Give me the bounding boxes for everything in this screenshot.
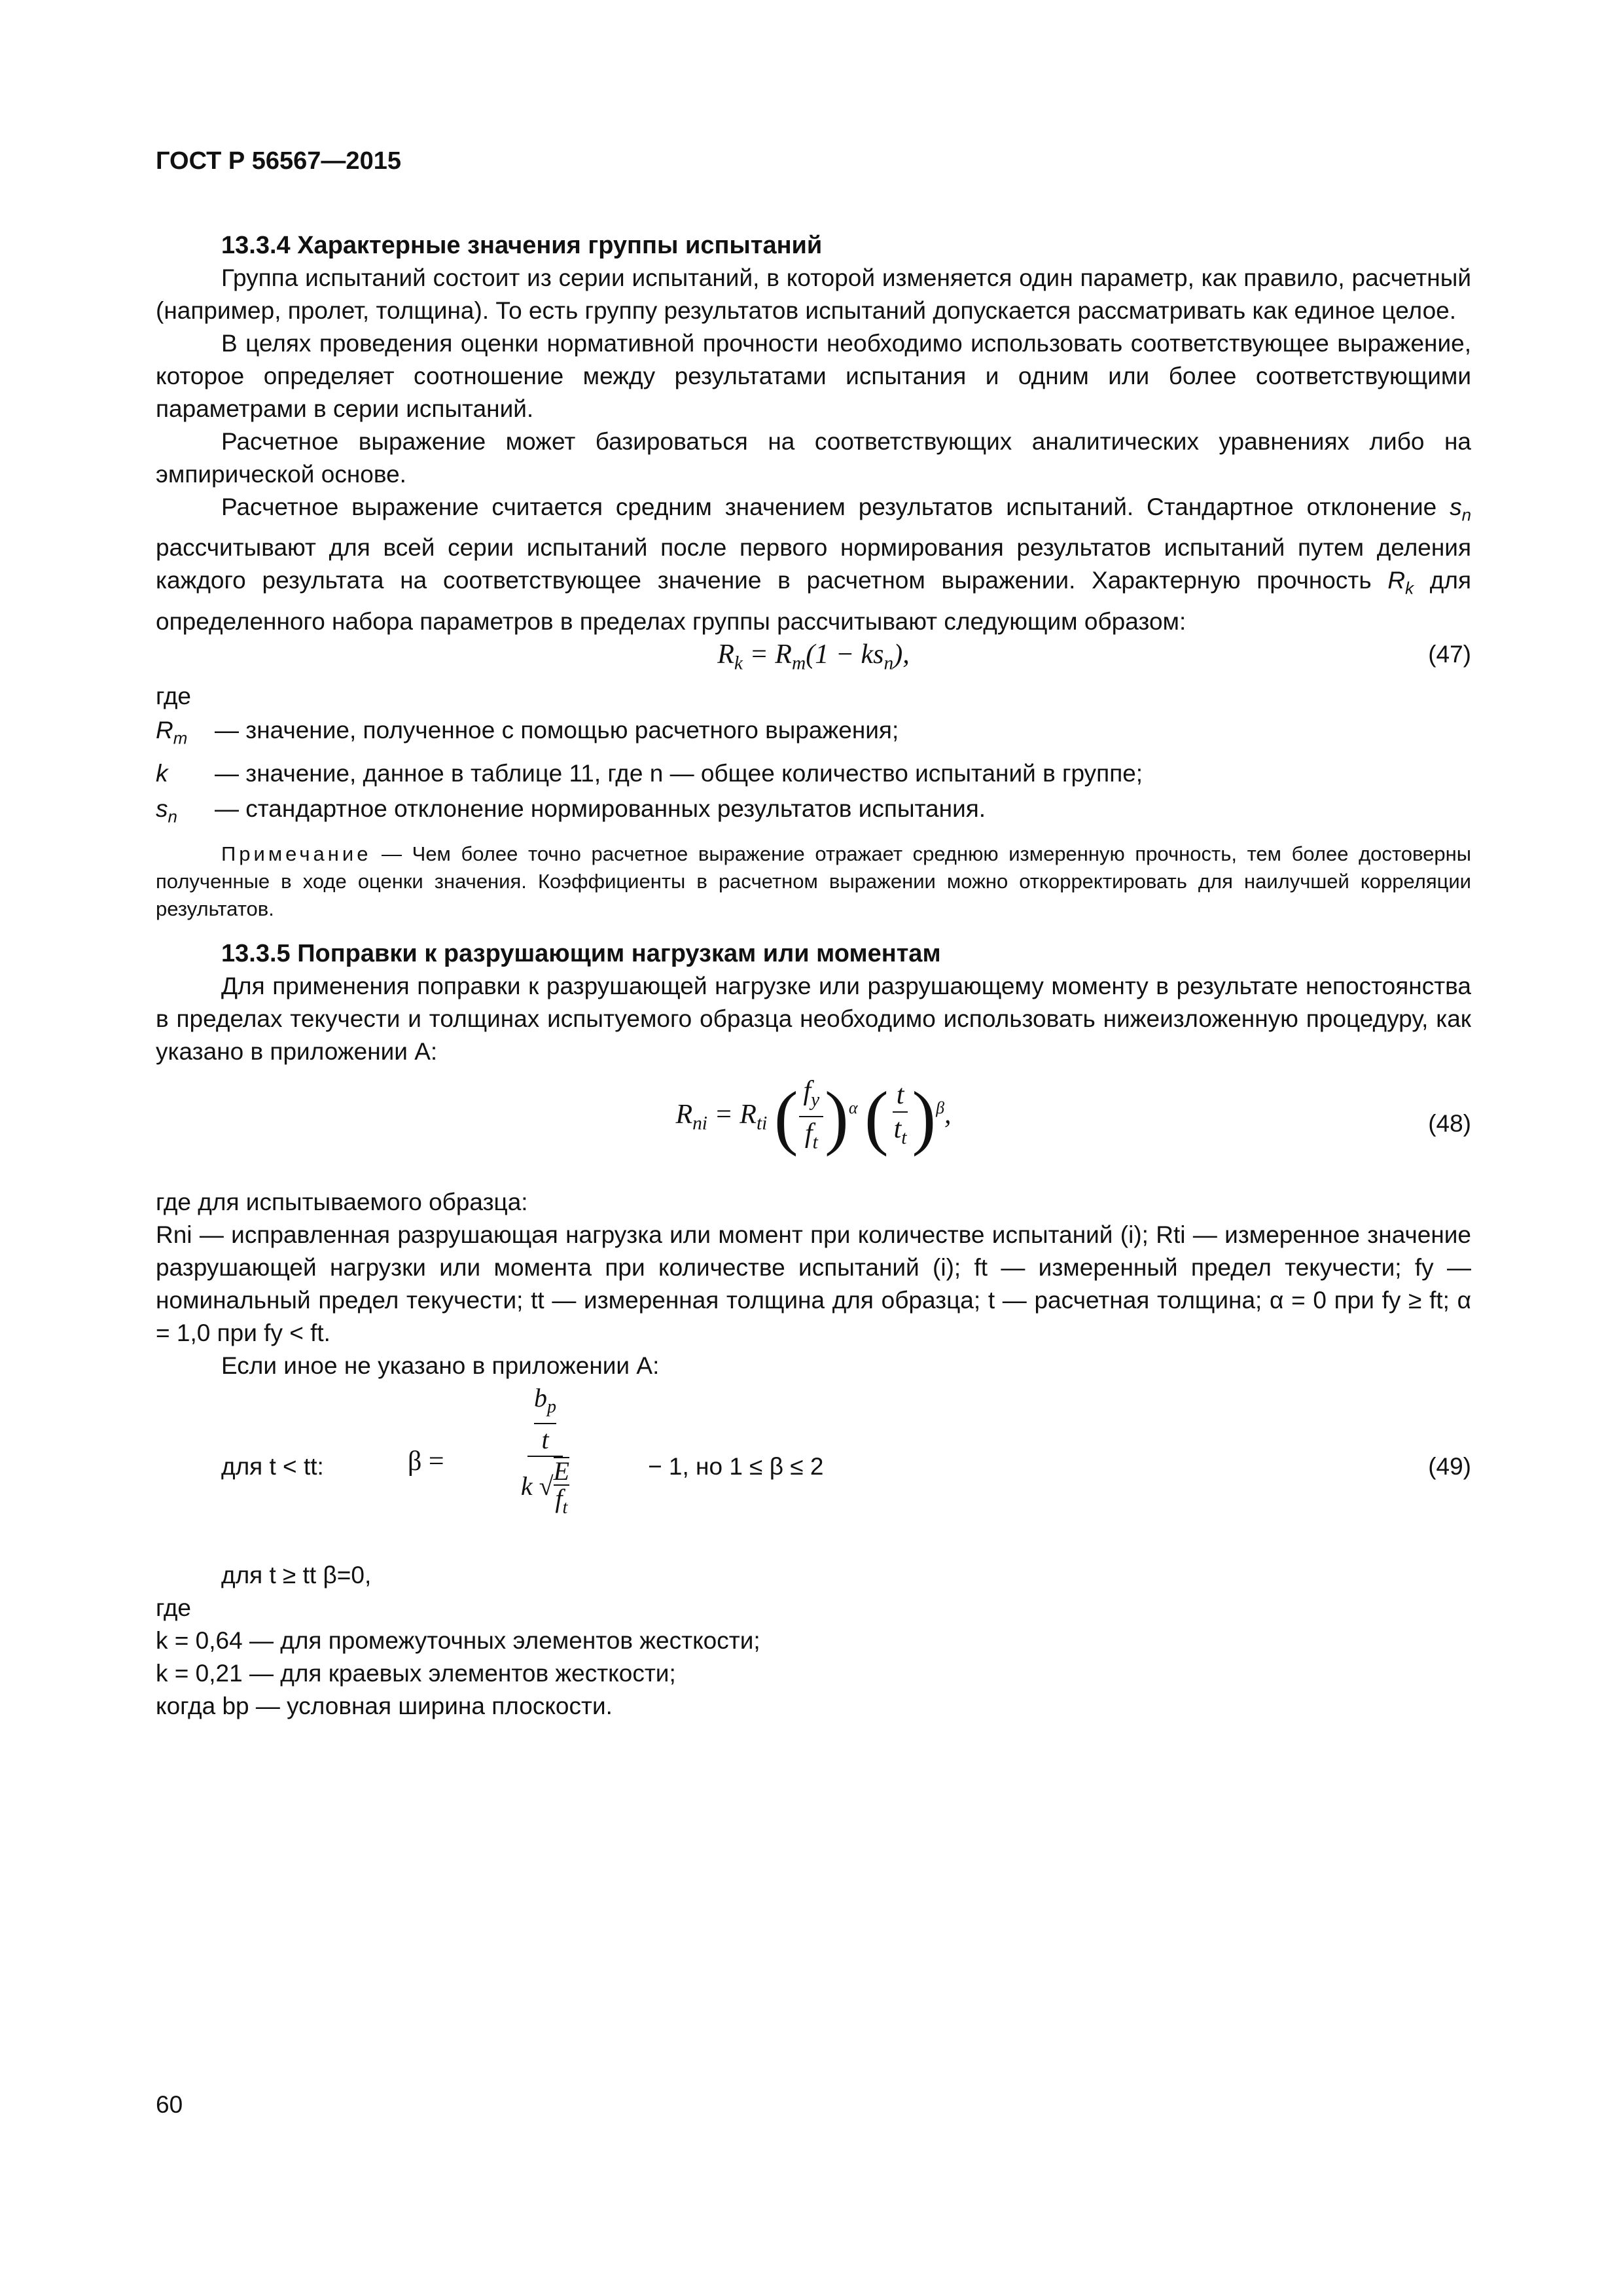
document-header: ГОСТ Р 56567—2015 bbox=[156, 147, 401, 175]
paragraph: Для применения поправки к разрушающей нагрузке или разрушающему моменту в результате непостоянства в пределах текучести и толщинах испытуемого образца необходимо использовать нижеизложенную процедуру, как указано в приложении А: bbox=[156, 972, 1471, 1065]
formula-47-expression: $R_k = R_m(1 - ks_n)$, bbox=[717, 639, 910, 674]
paragraph: Группа испытаний состоит из серии испытаний, в которой изменяется один параметр, как правило, расчетный (например, пролет, толщина). То есть группу результатов испытаний допускается рассматривать как единое целое. bbox=[156, 264, 1471, 324]
where-label: где для испытываемого образца: bbox=[156, 1188, 528, 1215]
formula-49-beta: β = bbox=[408, 1446, 444, 1477]
equation-number: (49) bbox=[1428, 1452, 1471, 1480]
formula-49 bbox=[156, 1382, 1471, 1559]
where-label: где bbox=[156, 1594, 192, 1621]
definition-row: $R_m$ — значение, полученное с помощью расчетного выражения; bbox=[156, 716, 899, 748]
formula-49-zero-case: для t ≥ tt β=0, bbox=[221, 1561, 372, 1588]
paragraph: Если иное не указано в приложении А: bbox=[221, 1352, 660, 1379]
paragraph: Rni — исправленная разрушающая нагрузка или момент при количестве испытаний (i); Rti — измеренное значение разрушающей нагрузки или момента при количестве испытаний (i); ft — измеренный предел текучести; fy — номинальный предел текучести; tt — измеренная толщина для образца; t — расчетная толщина; α = 0 при fy ≥ ft; α = 1,0 при fy < ft. bbox=[156, 1221, 1471, 1346]
section-heading-13-3-4: 13.3.4 Характерные значения группы испытаний bbox=[221, 232, 823, 259]
section-13-3-4 bbox=[156, 229, 1471, 1723]
k-value-intermediate: k = 0,64 — для промежуточных элементов жесткости; bbox=[156, 1626, 760, 1654]
section-heading-13-3-5: 13.3.5 Поправки к разрушающим нагрузкам или моментам bbox=[221, 939, 941, 967]
definition-row: $s_n$ — стандартное отклонение нормированных результатов испытания. bbox=[156, 795, 986, 827]
where-label: где bbox=[156, 682, 192, 709]
equation-number: (47) bbox=[1428, 640, 1471, 668]
bp-definition: когда bp — условная ширина плоскости. bbox=[156, 1692, 613, 1719]
equation-number: (48) bbox=[1428, 1109, 1471, 1137]
formula-48 bbox=[156, 1068, 1471, 1186]
page-number: 60 bbox=[156, 2091, 183, 2118]
k-value-edge: k = 0,21 — для краевых элементов жесткости; bbox=[156, 1659, 676, 1687]
formula-49-tail: − 1, но 1 ≤ β ≤ 2 bbox=[648, 1452, 824, 1480]
formula-48-expression: $R_{ni} = R_{ti}$ ( $\frac{f_y}{f_t}$ )$^\alpha$ ( $\frac{t}{t_t}$ )$^\beta$, bbox=[675, 1075, 952, 1157]
definition-row: k — значение, данное в таблице 11, где n — общее количество испытаний в группе; bbox=[156, 760, 1143, 787]
formula-49-condition: для t < tt: bbox=[221, 1452, 324, 1480]
paragraph: В целях проведения оценки нормативной прочности необходимо использовать соответствующее выражение, которое определяет соотношение между результатами испытания и одним или более соответствующими параметрами в серии испытаний. bbox=[156, 330, 1471, 422]
paragraph: Расчетное выражение может базироваться на соответствующих аналитических уравнениях либо на эмпирической основе. bbox=[156, 428, 1471, 488]
note: Примечание — Чем более точно расчетное выражение отражает среднюю измеренную прочность, тем более достоверны полученные в ходе оценки значения. Коэффициенты в расчетном выражении можно откорректировать для наилучшей корреляции результатов. bbox=[156, 842, 1471, 920]
formula-49-fraction: $\frac{b_p}{t}$ k √ $\frac{E}{f_t}$ bbox=[444, 1382, 647, 1521]
paragraph: Расчетное выражение считается средним значением результатов испытаний. Стандартное отклонение $s_n$ рассчитывают для всей серии испытаний после первого нормирования результатов испытаний путем деления каждого результата на соответствующее значение в расчетном выражении. Характерную прочность $R_k$ для определенного набора параметров в пределах группы рассчитывают следующим образом: bbox=[156, 493, 1471, 635]
formula-47 bbox=[156, 638, 1471, 680]
